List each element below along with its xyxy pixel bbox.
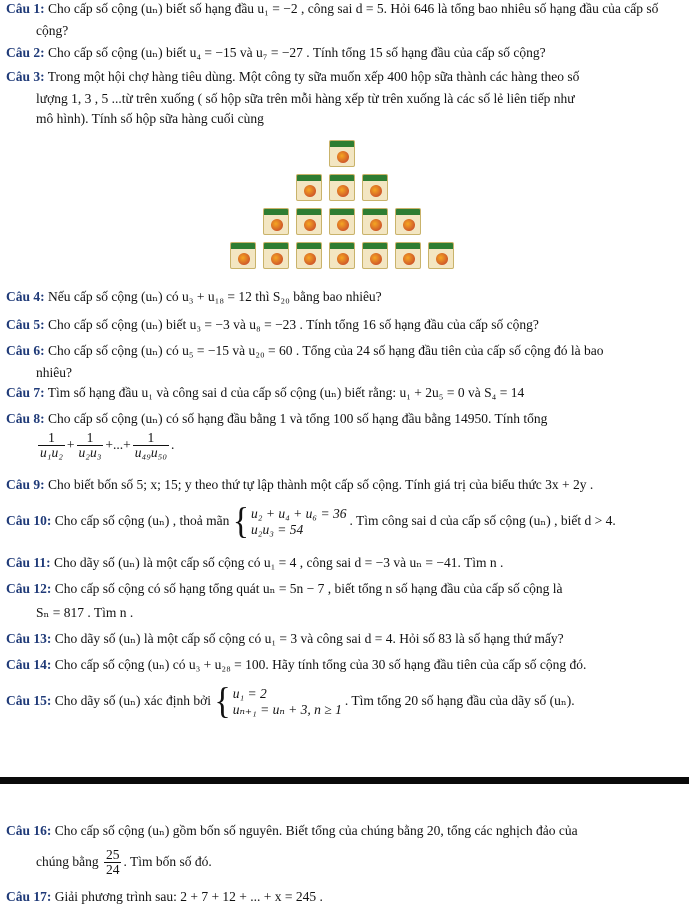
question-label: Câu 7: xyxy=(6,385,45,400)
question-6-cont: nhiêu? xyxy=(36,365,72,380)
question-text: Trong một hội chợ hàng tiêu dùng. Một công ty sữa muốn xếp 400 hộp sữa thành các hàng theo số xyxy=(47,69,580,84)
question-label: Câu 3: xyxy=(6,69,45,84)
fraction: $\frac{1}{\text{u₄₉u₅₀}}$ xyxy=(134,430,168,461)
milk-box xyxy=(329,140,355,167)
milk-box xyxy=(428,242,454,269)
milk-box xyxy=(296,208,322,235)
fraction: $\frac{25}{24}$ xyxy=(105,847,120,878)
question-4 xyxy=(6,288,382,306)
fraction: $\frac{1}{\text{u₁u₂}}$ xyxy=(40,430,63,461)
milk-box xyxy=(395,242,421,269)
question-label: Câu 12: xyxy=(6,581,52,596)
milk-box xyxy=(362,208,388,235)
question-text-end: . Tìm công sai d của cấp số cộng (uₙ) , biết d > 4. xyxy=(349,513,616,528)
question-1 xyxy=(6,0,658,18)
question-5 xyxy=(6,316,539,334)
milk-box xyxy=(263,242,289,269)
milk-box xyxy=(395,208,421,235)
question-label: Câu 14: xyxy=(6,657,52,672)
milk-box xyxy=(296,242,322,269)
question-text: Cho cấp số cộng (uₙ) gồm bốn số nguyên. Biết tổng của chúng bằng 20, tổng các nghịch đảo của xyxy=(54,823,578,838)
question-14 xyxy=(6,656,586,674)
question-13 xyxy=(6,630,564,648)
question-text: Cho cấp số cộng (uₙ) có u₃ + u₂₈ = 100. Hãy tính tổng của 30 số hạng đầu tiên của cấp số cộng đó. xyxy=(54,657,587,672)
question-text: Tìm số hạng đầu u₁ và công sai d của cấp số cộng (uₙ) biết rằng: u₁ + 2u₅ = 0 và S₄ = 14 xyxy=(47,385,525,400)
question-text: Giải phương trình sau: 2 + 7 + 12 + ... + x = 245 . xyxy=(54,889,323,904)
question-label: Câu 15: xyxy=(6,693,52,708)
milk-box xyxy=(296,174,322,201)
question-text: Nếu cấp số cộng (uₙ) có u₃ + u₁₈ = 12 thì S₂₀ bằng bao nhiêu? xyxy=(48,289,382,304)
question-label: Câu 17: xyxy=(6,889,52,904)
milk-box xyxy=(362,174,388,201)
question-text: Cho dãy số (uₙ) là một cấp số cộng có u₁ = 3 và công sai d = 4. Hỏi số 83 là số hạng thứ mấy? xyxy=(54,631,564,646)
fraction: $\frac{1}{\text{u₂u₃}}$ xyxy=(78,430,102,461)
question-6 xyxy=(6,342,603,360)
question-label: Câu 6: xyxy=(6,343,45,358)
question-12-cont: Sₙ = 817 . Tìm n . xyxy=(36,605,134,620)
question-label: Câu 11: xyxy=(6,555,51,570)
question-label: Câu 5: xyxy=(6,317,45,332)
question-label: Câu 10: xyxy=(6,513,52,528)
milk-box xyxy=(230,242,256,269)
milk-box xyxy=(362,242,388,269)
question-text: Cho cấp số cộng có số hạng tổng quát uₙ = 5n − 7 , biết tổng n số hạng đầu của cấp số cộng là xyxy=(54,581,563,596)
question-10: Câu 10: Cho cấp số cộng (uₙ) , thoả mãn { u₂ + u₄ + u₆ = 36 u₂u₃ = 54 . Tìm công sai d của cấp số cộng (uₙ) , biết d > 4. xyxy=(6,501,616,542)
question-label: Câu 1: xyxy=(6,1,45,16)
question-label: Câu 13: xyxy=(6,631,52,646)
milk-box-pyramid-illustration xyxy=(222,140,462,275)
question-16-cont: chúng bằng $\frac{25}{24}$ . Tìm bốn số đó. xyxy=(36,847,212,878)
question-9 xyxy=(6,476,593,494)
question-11 xyxy=(6,554,503,572)
equation-system: u₂ + u₄ + u₆ = 36 u₂u₃ = 54 xyxy=(251,505,347,537)
question-label: Câu 8: xyxy=(6,411,45,426)
question-text: Cho cấp số cộng (uₙ) biết số hạng đầu u₁ = −2 , công sai d = 5. Hỏi 646 là tổng bao nhiêu số hạng đầu của cấp số xyxy=(48,1,659,16)
question-1-cont: cộng? xyxy=(36,23,69,38)
question-3 xyxy=(6,68,579,86)
question-text: Cho cấp số cộng (uₙ) có số hạng đầu bằng 1 và tổng 100 số hạng đầu bằng 14950. Tính tổng xyxy=(48,411,548,426)
question-text: Cho cấp số cộng (uₙ) , thoả mãn xyxy=(54,513,230,528)
question-16 xyxy=(6,822,578,840)
question-8 xyxy=(6,410,547,428)
question-15: Câu 15: Cho dãy số (uₙ) xác định bởi { u₁ = 2 uₙ₊₁ = uₙ + 3, n ≥ 1 . Tìm tổng 20 số hạng đầu của dãy số (uₙ). xyxy=(6,681,575,722)
question-17 xyxy=(6,888,323,906)
milk-box xyxy=(329,208,355,235)
question-label: Câu 4: xyxy=(6,289,45,304)
question-12 xyxy=(6,580,563,598)
question-text: Cho biết bốn số 5; x; 15; y theo thứ tự lập thành một cấp số cộng. Tính giá trị của biểu thức 3x + 2y . xyxy=(48,477,594,492)
question-3-cont-2: mô hình). Tính số hộp sữa hàng cuối cùng xyxy=(36,111,264,126)
section-divider xyxy=(0,777,689,784)
question-label: Câu 9: xyxy=(6,477,45,492)
question-text: Cho dãy số (uₙ) xác định bởi xyxy=(54,693,211,708)
equation-system: u₁ = 2 uₙ₊₁ = uₙ + 3, n ≥ 1 xyxy=(232,685,342,717)
milk-box xyxy=(329,174,355,201)
question-2 xyxy=(6,44,546,62)
milk-box xyxy=(329,242,355,269)
question-3-cont-1: lượng 1, 3 , 5 ...từ trên xuống ( số hộp sữa trên mỗi hàng xếp từ trên xuống là các số lẻ liên tiếp như xyxy=(36,91,575,106)
question-7 xyxy=(6,384,524,402)
question-label: Câu 2: xyxy=(6,45,45,60)
question-label: Câu 16: xyxy=(6,823,52,838)
question-text: Cho cấp số cộng (uₙ) biết u₄ = −15 và u₇ = −27 . Tính tổng 15 số hạng đầu của cấp số cộng? xyxy=(48,45,546,60)
question-text: Cho cấp số cộng (uₙ) biết u₃ = −3 và u₈ = −23 . Tính tổng 16 số hạng đầu của cấp số cộng? xyxy=(48,317,539,332)
question-8-sum: $\frac{1}{\text{u₁u₂}}$ + $\frac{1}{\text{u₂u₃}}$ +...+ $\frac{1}{\text{u₄₉u₅₀}}$ . xyxy=(40,430,175,461)
milk-box xyxy=(263,208,289,235)
question-text: Cho cấp số cộng (uₙ) có u₅ = −15 và u₂₀ = 60 . Tổng của 24 số hạng đầu tiên của cấp số cộng đó là bao xyxy=(48,343,604,358)
question-text-end: . Tìm tổng 20 số hạng đầu của dãy số (uₙ). xyxy=(344,693,575,708)
question-text: Cho dãy số (uₙ) là một cấp số cộng có u₁ = 4 , công sai d = −3 và uₙ = −41. Tìm n . xyxy=(54,555,504,570)
